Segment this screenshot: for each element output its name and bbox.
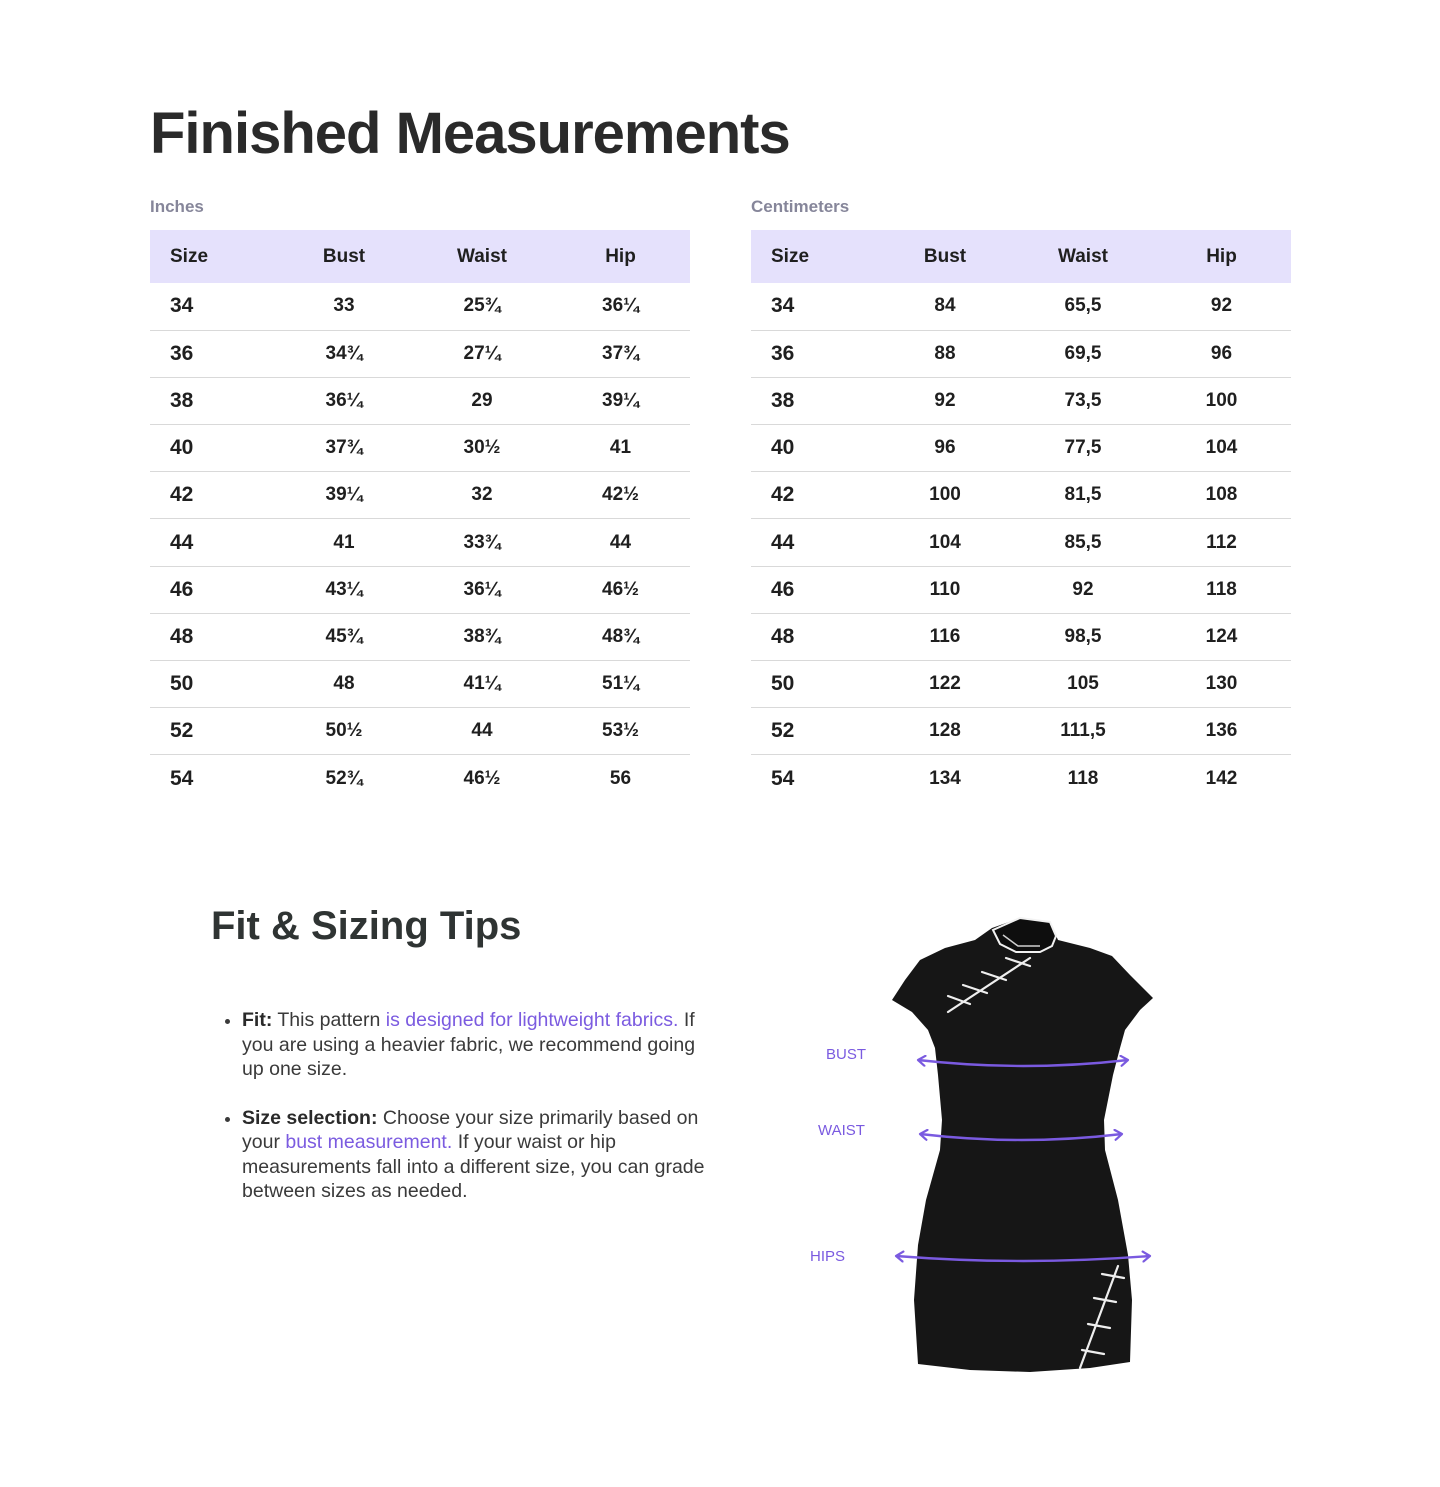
cell-waist: 29 (471, 389, 493, 411)
cell-hip: 46½ (602, 578, 639, 600)
cell-waist: 65,5 (1064, 295, 1102, 317)
table-row (751, 566, 1291, 613)
table-row (150, 330, 690, 377)
cell-waist: 81,5 (1064, 484, 1102, 506)
table-row (150, 661, 690, 708)
cell-hip: 37¾ (602, 342, 639, 364)
centimeters-table (751, 230, 1291, 802)
cell-size: 40 (170, 436, 194, 460)
table-row (150, 283, 690, 330)
table-row (751, 330, 1291, 377)
cell-hip: 118 (1206, 578, 1237, 600)
cell-size: 38 (771, 388, 795, 412)
cell-bust: 104 (929, 531, 961, 553)
cell-hip: 92 (1210, 295, 1233, 317)
cell-size: 52 (170, 719, 194, 743)
tip-text: If your waist or hip measurements fall into a different size, you can grade between sizes as needed. (242, 1131, 705, 1202)
cell-bust: 84 (934, 295, 956, 317)
cell-hip: 44 (609, 531, 632, 553)
cell-hip: 42½ (602, 484, 639, 506)
cell-size: 42 (170, 483, 194, 507)
cell-waist: 46½ (463, 767, 501, 789)
cell-size: 38 (170, 388, 194, 412)
cell-size: 54 (170, 766, 194, 790)
cell-waist: 38¾ (463, 625, 501, 647)
cell-size: 54 (771, 766, 795, 790)
header-waist: Waist (457, 245, 507, 267)
header-bust: Bust (923, 245, 967, 267)
cell-hip: 96 (1210, 342, 1233, 364)
cell-hip: 112 (1206, 531, 1237, 553)
cell-hip: 124 (1205, 625, 1238, 647)
table-row (150, 472, 690, 519)
cell-bust: 33 (333, 295, 355, 317)
header-bust: Bust (322, 245, 366, 267)
cell-size: 46 (170, 577, 194, 601)
cell-bust: 39¼ (325, 484, 363, 506)
table-row (150, 519, 690, 566)
cell-size: 44 (170, 530, 194, 554)
table-row (150, 377, 690, 424)
table-row (751, 708, 1291, 755)
table-row (150, 755, 690, 802)
table-row (150, 708, 690, 755)
table-row (751, 425, 1291, 472)
cell-waist: 92 (1072, 578, 1094, 600)
table-row (751, 613, 1291, 660)
table-row (751, 661, 1291, 708)
dress-illustration (892, 918, 1153, 1372)
cell-hip: 100 (1205, 389, 1238, 411)
cell-waist: 30½ (463, 437, 501, 459)
cell-bust: 100 (929, 484, 961, 506)
cell-bust: 41 (333, 531, 355, 553)
cell-bust: 37¾ (325, 437, 363, 459)
cell-waist: 85,5 (1064, 531, 1102, 553)
cell-hip: 136 (1205, 720, 1238, 742)
inches-table (150, 230, 690, 802)
tip-fit (222, 1008, 722, 1082)
header-hip: Hip (605, 245, 636, 267)
cell-hip: 56 (609, 767, 632, 789)
cell-bust: 134 (929, 767, 961, 789)
tip-text: If you are using a heavier fabric, we recommend going up one size. (242, 1009, 696, 1080)
cell-bust: 88 (934, 342, 956, 364)
header-waist: Waist (1058, 245, 1108, 267)
cell-bust: 128 (929, 720, 961, 742)
tips-list (222, 1008, 722, 1228)
cell-bust: 50½ (325, 720, 363, 742)
tip-highlight: bust measurement. (285, 1131, 453, 1153)
cell-waist: 111,5 (1060, 720, 1106, 742)
cell-bust: 122 (929, 673, 961, 695)
cell-bust: 34¾ (325, 342, 363, 364)
table-header-row (751, 230, 1291, 283)
inches-table-section (150, 196, 690, 802)
table-row (751, 472, 1291, 519)
cell-bust: 48 (333, 673, 355, 695)
cell-hip: 108 (1205, 484, 1238, 506)
cell-bust: 96 (934, 437, 956, 459)
page-title: Finished Measurements (150, 101, 790, 166)
dress-measurement-diagram (790, 905, 1190, 1385)
cell-hip: 51¼ (602, 673, 639, 695)
cell-hip: 142 (1205, 767, 1238, 789)
cell-size: 46 (771, 577, 795, 601)
cell-size: 44 (771, 530, 795, 554)
cell-hip: 41 (609, 437, 632, 459)
inches-unit-label: Inches (150, 197, 204, 216)
cell-hip: 104 (1205, 437, 1238, 459)
cell-size: 40 (771, 436, 795, 460)
tips-title: Fit & Sizing Tips (211, 904, 522, 948)
cell-size: 48 (771, 624, 795, 648)
table-row (751, 755, 1291, 802)
cell-size: 42 (771, 483, 795, 507)
cell-waist: 98,5 (1064, 625, 1102, 647)
cell-hip: 48¾ (602, 625, 639, 647)
cell-waist: 69,5 (1064, 342, 1102, 364)
cell-bust: 43¼ (325, 578, 363, 600)
table-row (150, 613, 690, 660)
cell-bust: 36¼ (325, 389, 363, 411)
cell-waist: 118 (1067, 767, 1099, 789)
cell-bust: 52¾ (325, 767, 363, 789)
cell-size: 36 (771, 341, 795, 365)
cell-hip: 53½ (602, 720, 639, 742)
cell-waist: 105 (1067, 673, 1099, 695)
cell-size: 48 (170, 624, 194, 648)
cell-size: 34 (170, 294, 194, 318)
cell-waist: 33¾ (463, 531, 501, 553)
cell-size: 34 (771, 294, 795, 318)
bust-label: BUST (826, 1046, 867, 1063)
cell-waist: 27¼ (463, 342, 501, 364)
cell-hip: 36¼ (602, 295, 639, 317)
waist-label: WAIST (818, 1122, 865, 1139)
cell-size: 50 (170, 672, 194, 696)
cell-waist: 36¼ (463, 578, 501, 600)
hips-label: HIPS (810, 1248, 846, 1265)
cell-waist: 32 (471, 484, 493, 506)
cell-bust: 110 (929, 578, 961, 600)
cell-size: 50 (771, 672, 795, 696)
cell-waist: 73,5 (1064, 389, 1102, 411)
tip-text: This pattern (272, 1009, 386, 1031)
centimeters-unit-label: Centimeters (751, 197, 850, 216)
header-size: Size (771, 245, 810, 267)
cell-bust: 116 (929, 625, 961, 647)
cell-waist: 77,5 (1064, 437, 1102, 459)
table-row (751, 283, 1291, 330)
cell-hip: 39¼ (602, 389, 639, 411)
cell-waist: 44 (471, 720, 493, 742)
cell-hip: 130 (1205, 673, 1238, 695)
tip-highlight: is designed for lightweight fabrics. (385, 1009, 679, 1031)
header-hip: Hip (1206, 245, 1237, 267)
table-row (751, 377, 1291, 424)
tip-text: Choose your size primarily based on your (242, 1106, 699, 1153)
centimeters-table-section (751, 196, 1291, 802)
cell-bust: 45¾ (325, 625, 363, 647)
cell-size: 52 (771, 719, 795, 743)
table-row (751, 519, 1291, 566)
table-row (150, 566, 690, 613)
cell-bust: 92 (934, 389, 956, 411)
table-row (150, 425, 690, 472)
tip-label: Fit: (242, 1009, 273, 1031)
tip-size-selection (222, 1106, 722, 1204)
cell-waist: 41¼ (463, 673, 501, 695)
header-size: Size (170, 245, 209, 267)
tip-label: Size selection: (242, 1106, 378, 1129)
table-header-row (150, 230, 690, 283)
cell-waist: 25¾ (463, 295, 501, 317)
cell-size: 36 (170, 341, 194, 365)
